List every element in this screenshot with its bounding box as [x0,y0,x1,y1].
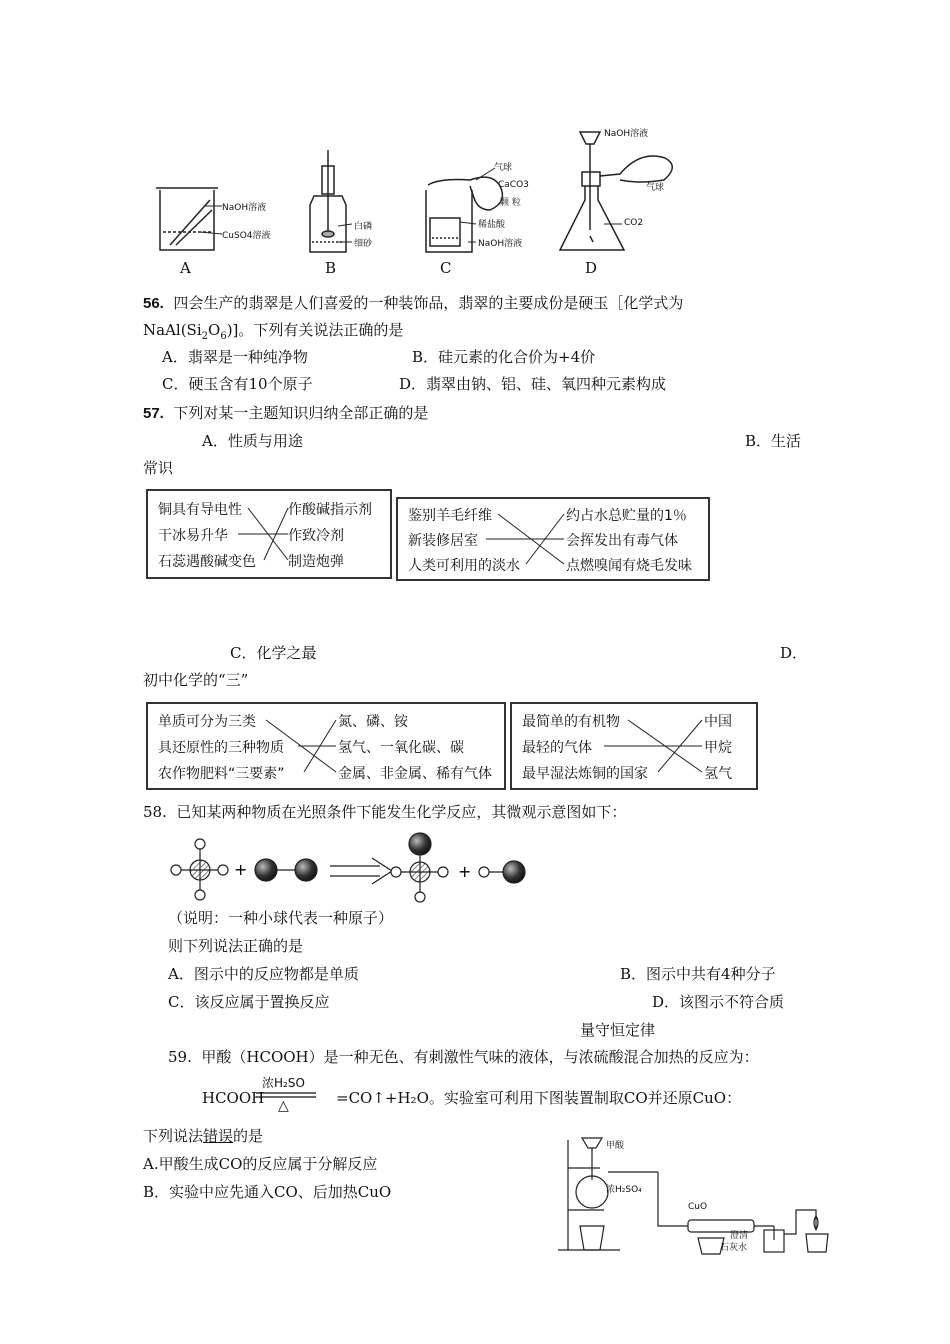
co-apparatus-figure [548,1130,848,1260]
label-c-granule: 颗 粒 [500,198,521,208]
label-b-sand: 细砂 [354,239,373,249]
box-a-left-3: 石蕊遇酸碱变色 [158,554,256,570]
fig-label-limewater-2: 石灰水 [720,1243,748,1253]
box-d-right-2: 甲烷 [704,740,732,756]
q56-line1 [143,293,683,314]
q58-stem-line [143,802,626,822]
q57-box-d [510,702,758,790]
box-a-left-1: 铜具有导电性 [158,502,242,518]
box-c-connectors [148,704,504,788]
q59-eq-cond-top: 浓H₂SO [262,1076,305,1090]
q59-eq-right: =CO↑+H₂O。实验室可利用下图装置制取CO并还原CuO： [336,1089,742,1107]
label-b-phosphorus: 白磷 [354,222,373,232]
label-c-hcl: 稀盐酸 [478,220,506,230]
q56-formula-sub2: 6 [220,331,227,342]
q59-ask-c: 的是 [233,1127,264,1145]
q58-option-b[interactable]: B．图示中共有4种分子 [620,965,776,983]
reaction-diagram [0,830,950,910]
box-b-right-3: 点燃嗅闻有烧毛发味 [566,558,692,574]
q56-option-d[interactable]: D．翡翠由钠、铝、硅、氧四种元素构成 [399,375,667,393]
box-d-right-3: 氢气 [704,766,732,782]
box-d-left-2: 最轻的气体 [522,740,592,756]
box-b-left-1: 鉴别羊毛纤维 [408,508,492,524]
q56-formula-sub1: 2 [201,331,208,342]
q56-line2 [143,320,403,347]
label-d-naoh: NaOH溶液 [604,129,649,139]
q56-option-a[interactable]: A．翡翠是一种纯净物 [162,348,308,366]
svg-text:+: + [234,860,248,879]
q57-box-b [396,497,710,581]
box-b-right-2: 会挥发出有毒气体 [566,533,678,549]
q59-option-a[interactable]: A.甲酸生成CO的反应属于分解反应 [143,1155,378,1173]
label-c-naoh: NaOH溶液 [478,239,523,249]
box-c-right-3: 金属、非金属、稀有气体 [338,766,492,782]
q56-formula-e: )]。下列有关说法正确的是 [226,321,404,339]
label-d-co2: CO2 [624,218,644,228]
q57-d-title-1[interactable]: D． [780,644,808,662]
q59-number: 59. [168,1048,192,1066]
q58-option-d2: 量守恒定律 [580,1021,656,1039]
caption-a: A [180,259,191,277]
q58-stem: 已知某两种物质在光照条件下能发生化学反应，其微观示意图如下： [176,803,627,821]
q59-eq-left: HCOOH [202,1089,265,1107]
apparatus-figure [0,0,950,280]
q58-option-d1[interactable]: D．该图示不符合质 [652,993,785,1011]
q57-d-title-2: 初中化学的“三” [143,671,249,689]
q57-b-title-2: 常识 [143,459,174,477]
box-c-left-3: 农作物肥料“三要素” [158,766,285,782]
q56-formula-a: NaAl(Si [143,321,202,339]
q57-b-title-1[interactable]: B．生活 [745,432,802,450]
box-a-right-3: 制造炮弹 [288,554,344,570]
label-c-caco3: CaCO3 [498,180,529,190]
q56-stem: 四会生产的翡翠是人们喜爱的一种装饰品，翡翠的主要成份是硬玉［化学式为 [173,294,684,312]
box-a-right-1: 作酸碱指示剂 [288,502,372,518]
label-c-balloon: 气球 [494,163,513,173]
q56-formula-c: O [208,321,221,339]
q57-stem-line [143,403,428,424]
box-b-connectors [398,499,708,579]
fig-label-limewater-1: 澄清 [730,1231,749,1241]
label-a-naoh: NaOH溶液 [222,203,267,213]
q57-c-title[interactable]: C．化学之最 [230,644,317,662]
q58-option-c[interactable]: C．该反应属于置换反应 [168,993,330,1011]
q57-a-title[interactable]: A．性质与用途 [202,432,303,450]
box-d-left-3: 最早湿法炼铜的国家 [522,766,648,782]
q58-note: （说明：一种小球代表一种原子） [168,909,394,927]
q57-box-c [146,702,506,790]
fig-label-h2so4: 浓H₂SO₄ [606,1185,642,1195]
box-c-right-2: 氢气、一氧化碳、碳 [338,740,464,756]
q59-option-b[interactable]: B．实验中应先通入CO、后加热CuO [143,1183,392,1201]
q57-stem: 下列对某一主题知识归纳全部正确的是 [173,404,429,422]
caption-b: B [325,259,337,277]
q59-stem-line [168,1047,759,1067]
q58-ask: 则下列说法正确的是 [168,937,304,955]
fig-label-formic: 甲酸 [606,1141,625,1151]
box-b-right-1: 约占水总贮量的1％ [566,508,687,524]
fig-label-cuo: CuO [688,1202,708,1212]
box-d-right-1: 中国 [704,714,732,730]
q59-ask [143,1126,263,1146]
box-d-left-1: 最简单的有机物 [522,714,620,730]
box-c-right-1: 氮、磷、铵 [338,714,408,730]
q59-ask-wrong: 错误 [203,1127,234,1145]
label-d-balloon: 气球 [646,183,665,193]
box-b-left-3: 人类可利用的淡水 [408,558,520,574]
q58-number: 58. [143,803,167,821]
box-a-right-2: 作致冷剂 [288,528,344,544]
q58-option-a[interactable]: A．图示中的反应物都是单质 [168,965,359,983]
label-a-cuso4: CuSO4溶液 [222,231,271,241]
q59-eq-cond-bottom: △ [278,1098,289,1114]
q56-option-b[interactable]: B．硅元素的化合价为+4价 [412,348,596,366]
box-c-left-2: 具还原性的三种物质 [158,740,284,756]
q56-option-c[interactable]: C．硬玉含有10个原子 [162,375,313,393]
caption-c: C [440,259,452,277]
q59-ask-a: 下列说法 [143,1127,204,1145]
q57-box-a [146,489,392,579]
box-d-connectors [512,704,756,788]
svg-text:+: + [458,862,472,881]
q59-stem: 甲酸（HCOOH）是一种无色、有刺激性气味的液体，与浓硫酸混合加热的反应为： [201,1048,759,1066]
box-a-left-2: 干冰易升华 [158,528,228,544]
q57-number: 57. [143,405,164,422]
box-a-connectors [148,491,390,577]
box-c-left-1: 单质可分为三类 [158,714,256,730]
caption-d: D [585,259,598,277]
box-b-left-2: 新装修居室 [408,533,478,549]
q56-number: 56. [143,295,164,312]
